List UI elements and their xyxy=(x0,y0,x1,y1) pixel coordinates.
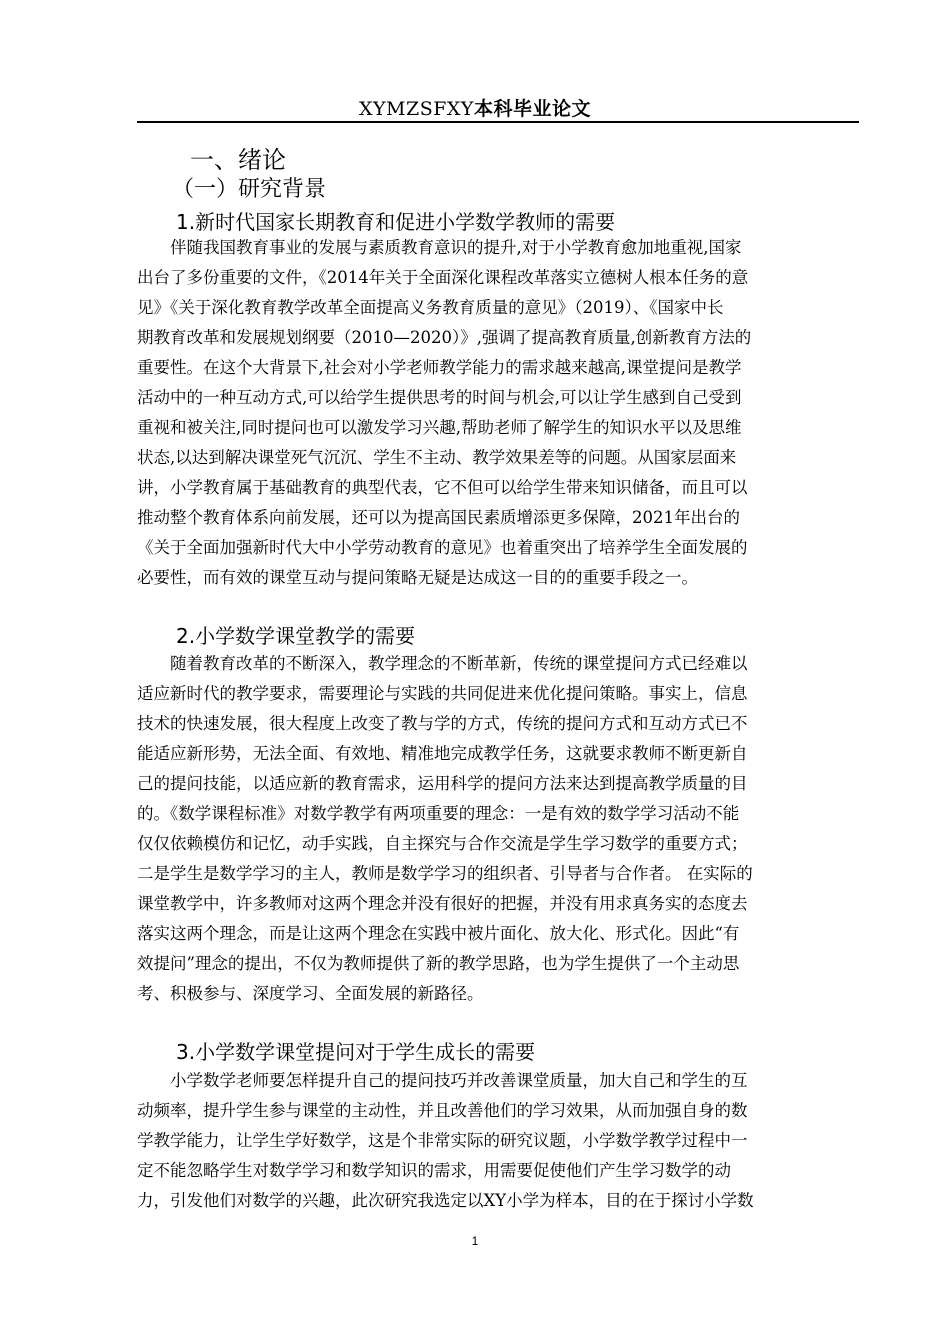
paragraph-line: 力，引发他们对数学的兴趣，此次研究我选定以XY小学为样本，目的在于探讨小学数 xyxy=(137,1191,754,1210)
paragraph-line: 能适应新形势，无法全面、有效地、精准地完成教学任务，这就要求教师不断更新自 xyxy=(137,744,748,763)
paragraph-line: 己的提问技能，以适应新的教育需求，运用科学的提问方法来达到提高教学质量的目 xyxy=(137,774,748,793)
paragraph-line: 期教育改革和发展规划纲要（2010—2020）》,强调了提高教育质量,创新教育方法的 xyxy=(137,328,752,347)
paragraph-line: 活动中的一种互动方式,可以给学生提供思考的时间与机会,可以让学生感到自己受到 xyxy=(137,388,742,407)
paragraph-line: 重视和被关注,同时提问也可以激发学习兴趣,帮助老师了解学生的知识水平以及思维 xyxy=(137,418,742,437)
paragraph-line: 适应新时代的教学要求，需要理论与实践的共同促进来优化提问策略。事实上，信息 xyxy=(137,684,748,703)
paragraph-line: 出台了多份重要的文件，《2014年关于全面深化课程改革落实立德树人根本任务的意 xyxy=(137,268,749,287)
paragraph-3 xyxy=(137,1066,859,1216)
paragraph-line: 随着教育改革的不断深入，教学理念的不断革新，传统的课堂提问方式已经难以 xyxy=(170,654,748,673)
section-title: （一）研究背景 xyxy=(172,177,327,202)
paragraph-line: 必要性，而有效的课堂互动与提问策略无疑是达成这一目的的重要手段之一。 xyxy=(137,568,698,587)
paragraph-line: 学教学能力，让学生学好数学，这是个非常实际的研究议题，小学数学教学过程中一 xyxy=(137,1131,748,1150)
paragraph-line: 小学数学老师要怎样提升自己的提问技巧并改善课堂质量，加大自己和学生的互 xyxy=(170,1071,748,1090)
paragraph-line: 考、积极参与、深度学习、全面发展的新路径。 xyxy=(137,984,484,1003)
paragraph-line: 状态,以达到解决课堂死气沉沉、学生不主动、教学效果差等的问题。从国家层面来 xyxy=(137,448,737,467)
paragraph-1 xyxy=(137,233,859,593)
subsection-title-1: 1.新时代国家长期教育和促进小学数学教师的需要 xyxy=(176,210,616,234)
paragraph-line: 技术的快速发展，很大程度上改变了教与学的方式，传统的提问方式和互动方式已不 xyxy=(137,714,748,733)
running-header xyxy=(0,94,950,121)
chapter-title: 一、绪论 xyxy=(190,146,286,174)
paragraph-line: 动频率，提升学生参与课堂的主动性，并且改善他们的学习效果，从而加强自身的数 xyxy=(137,1101,748,1120)
paragraph-line: 重要性。在这个大背景下,社会对小学老师教学能力的需求越来越高,课堂提问是教学 xyxy=(137,358,742,377)
paragraph-line: 落实这两个理念，而是让这两个理念在实践中被片面化、放大化、形式化。因此“有 xyxy=(137,924,740,943)
paragraph-line: 讲，小学教育属于基础教育的典型代表，它不但可以给学生带来知识储备，而且可以 xyxy=(137,478,748,497)
paragraph-line: 课堂教学中，许多教师对这两个理念并没有很好的把握，并没有用求真务实的态度去 xyxy=(137,894,748,913)
paragraph-line: 仅仅依赖模仿和记忆，动手实践，自主探究与合作交流是学生学习数学的重要方式； xyxy=(137,834,748,853)
paragraph-line: 《关于全面加强新时代大中小学劳动教育的意见》也着重突出了培养学生全面发展的 xyxy=(137,538,748,557)
paragraph-line: 效提问”理念的提出，不仅为教师提供了新的教学思路，也为学生提供了一个主动思 xyxy=(137,954,740,973)
paragraph-line: 推动整个教育体系向前发展，还可以为提高国民素质增添更多保障，2021年出台的 xyxy=(137,508,740,527)
page-number: 1 xyxy=(471,1234,479,1248)
paragraph-line: 定不能忽略学生对数学学习和数学知识的需求，用需要促使他们产生学习数学的动 xyxy=(137,1161,731,1180)
subsection-title-3: 3.小学数学课堂提问对于学生成长的需要 xyxy=(176,1040,536,1064)
paragraph-line: 的。《数学课程标准》对数学教学有两项重要的理念：一是有效的数学学习活动不能 xyxy=(137,804,740,823)
subsection-title-2: 2.小学数学课堂教学的需要 xyxy=(176,624,416,648)
paragraph-2 xyxy=(137,649,859,1009)
paragraph-line: 见》《关于深化教育教学改革全面提高义务教育质量的意见》（2019）、《国家中长 xyxy=(137,298,724,317)
paragraph-line: 伴随我国教育事业的发展与素质教育意识的提升,对于小学教育愈加地重视,国家 xyxy=(170,238,742,257)
paragraph-line: 二是学生是数学学习的主人，教师是数学学习的组织者、引导者与合作者。 在实际的 xyxy=(137,864,753,883)
header-latin: XYMZSFXY xyxy=(358,98,474,120)
header-rule xyxy=(137,121,859,123)
header-label: 本科毕业论文 xyxy=(473,98,591,120)
